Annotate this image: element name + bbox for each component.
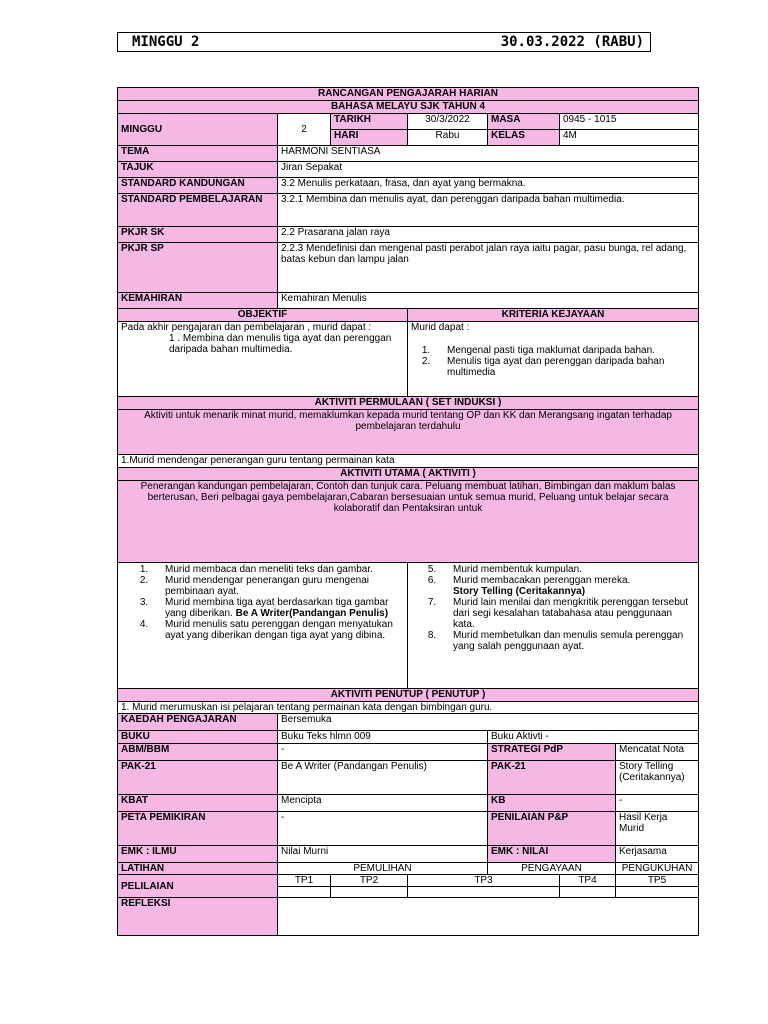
subject-title: BAHASA MELAYU SJK TAHUN 4: [118, 101, 699, 114]
pak21-value-2: Story Telling (Ceritakannya): [616, 761, 699, 795]
strategi-label: STRATEGI PdP: [488, 744, 616, 761]
objektif-item: 1 . Membina dan menulis tiga ayat dan perenggan daripada bahan multimedia.: [169, 333, 392, 355]
utama-header: AKTIVITI UTAMA ( AKTIVITI ): [118, 468, 699, 481]
permulaan-step: 1.Murid mendengar penerangan guru tentang permainan kata: [118, 455, 699, 468]
kemahiran-label: KEMAHIRAN: [118, 293, 278, 309]
kbat-label: KBAT: [118, 795, 278, 812]
tajuk-label: TAJUK: [118, 162, 278, 178]
tajuk-value: Jiran Sepakat: [278, 162, 699, 178]
pkjr-sk-value: 2.2 Prasarana jalan raya: [278, 227, 699, 243]
sp-value: 3.2.1 Membina dan menulis ayat, dan perenggan daripada bahan multimedia.: [278, 194, 699, 227]
sp-label: STANDARD PEMBELAJARAN: [118, 194, 278, 227]
abm-value: -: [278, 744, 488, 761]
pelilaian-label: PELILAIAN: [118, 875, 278, 898]
abm-label: ABM/BBM: [118, 744, 278, 761]
step-item: 3. Murid membina tiga ayat berdasarkan tiga gambar yang diberikan. Be A Writer(Pandangan Penulis): [151, 597, 404, 619]
tema-value: HARMONI SENTIASA: [278, 146, 699, 162]
pak21-label: PAK-21: [118, 761, 278, 795]
penilaian-label: PENILAIAN P&P: [488, 812, 616, 846]
pengukuhan-label: PENGUKUHAN: [616, 863, 699, 875]
pengayaan-label: PENGAYAAN: [488, 863, 616, 875]
refleksi-value: [278, 898, 699, 936]
kb-value: -: [616, 795, 699, 812]
date-label: 30.03.2022 (RABU): [500, 34, 644, 50]
be-a-writer-strategy: Be A Writer(Pandangan Penulis): [235, 608, 389, 619]
kriteria-item: 2. Menulis tiga ayat dan perenggan daripada bahan multimedia: [433, 356, 695, 378]
permulaan-header: AKTIVITI PERMULAAN ( SET INDUKSI ): [118, 397, 699, 410]
tp-cell: TP2: [331, 875, 408, 887]
kaedah-label: KAEDAH PENGAJARAN: [118, 714, 278, 731]
buku-teks: Buku Teks hlmn 009: [278, 731, 488, 744]
step-item: 6. Murid membacakan perenggan mereka. Story Telling (Ceritakannya): [439, 575, 695, 597]
step-item: 7. Murid lain menilai dan mengkritik perenggan tersebut dari segi kesalahan tatabahasa atau penggunaan kata.: [439, 597, 695, 630]
penilaian-value: Hasil Kerja Murid: [616, 812, 699, 846]
story-telling-strategy: Story Telling (Ceritakannya): [453, 586, 586, 597]
utama-left-steps: [118, 563, 408, 689]
kemahiran-value: Kemahiran Menulis: [278, 293, 699, 309]
peta-label: PETA PEMIKIRAN: [118, 812, 278, 846]
kelas-value: 4M: [560, 130, 699, 146]
kaedah-value: Bersemuka: [278, 714, 699, 731]
week-date-header: [117, 32, 651, 52]
step-item: 8. Murid membetulkan dan menulis semula perenggan yang salah penggunaan ayat.: [439, 630, 695, 652]
refleksi-label: REFLEKSI: [118, 898, 278, 936]
kriteria-item: 1. Mengenal pasti tiga maklumat daripada bahan.: [433, 345, 695, 356]
strategi-value: Mencatat Nota: [616, 744, 699, 761]
buku-label: BUKU: [118, 731, 278, 744]
kriteria-header: KRITERIA KEJAYAAN: [408, 309, 699, 322]
objektif-body: [118, 322, 408, 397]
masa-value: 0945 - 1015: [560, 114, 699, 130]
step-item: 4. Murid menulis satu perenggan dengan menyatukan ayat yang diberikan dengan tiga ayat yang dibina.: [151, 619, 404, 641]
tema-label: TEMA: [118, 146, 278, 162]
tp-mark: [408, 887, 560, 898]
tp-mark: [560, 887, 616, 898]
penutup-step: 1. Murid merumuskan isi pelajaran tentang permainan kata dengan bimbingan guru.: [118, 702, 699, 714]
pak21-label-2: PAK-21: [488, 761, 616, 795]
pak21-value: Be A Writer (Pandangan Penulis): [278, 761, 488, 795]
penutup-header: AKTIVITI PENUTUP ( PENUTUP ): [118, 689, 699, 702]
sk-value: 3.2 Menulis perkataan, frasa, dan ayat yang bermakna.: [278, 178, 699, 194]
buku-aktiviti: Buku Aktivti -: [488, 731, 699, 744]
lesson-plan-table: [117, 87, 699, 936]
tp-mark: [616, 887, 699, 898]
pemulihan-label: PEMULIHAN: [278, 863, 488, 875]
kriteria-body: [408, 322, 699, 397]
emk-ilmu-label: EMK : ILMU: [118, 846, 278, 863]
tp-cell: TP1: [278, 875, 331, 887]
tarikh-value: 30/3/2022: [408, 114, 488, 130]
pkjr-sp-label: PKJR SP: [118, 243, 278, 293]
hari-value: Rabu: [408, 130, 488, 146]
kelas-label: KELAS: [488, 130, 560, 146]
tp-cell: TP5: [616, 875, 699, 887]
kb-label: KB: [488, 795, 616, 812]
emk-nilai-label: EMK : NILAI: [488, 846, 616, 863]
pkjr-sp-value: 2.2.3 Mendefinisi dan mengenal pasti perabot jalan raya iaitu pagar, pasu bunga, rel adang, batas kebun dan lampu jalan: [278, 243, 699, 293]
tp-mark: [331, 887, 408, 898]
kbat-value: Mencipta: [278, 795, 488, 812]
masa-label: MASA: [488, 114, 560, 130]
step-item: 1. Murid membaca dan meneliti teks dan gambar.: [151, 564, 404, 575]
objektif-header: OBJEKTIF: [118, 309, 408, 322]
utama-desc: Penerangan kandungan pembelajaran, Contoh dan tunjuk cara. Peluang membuat latihan, Bimbingan dan maklum balas berterusan, Beri pelbagai gaya pembelajaran,Cabaran bersesuaian untuk semua murid, Peluang untuk belajar secara kolaboratif dan Pentaksiran untuk: [118, 481, 699, 563]
tp-cell: TP3: [408, 875, 560, 887]
tp-mark: [278, 887, 331, 898]
week-label: MINGGU 2: [132, 34, 200, 50]
peta-value: -: [278, 812, 488, 846]
hari-label: HARI: [331, 130, 408, 146]
plan-title: RANCANGAN PENGAJARAH HARIAN: [118, 88, 699, 101]
objektif-intro: Pada akhir pengajaran dan pembelajaran , murid dapat :: [121, 322, 372, 333]
sk-label: STANDARD KANDUNGAN: [118, 178, 278, 194]
kriteria-intro: Murid dapat :: [411, 322, 470, 333]
tp-cell: TP4: [560, 875, 616, 887]
emk-ilmu-value: Nilai Murni: [278, 846, 488, 863]
tarikh-label: TARIKH: [331, 114, 408, 130]
step-item: 5. Murid membentuk kumpulan.: [439, 564, 695, 575]
latihan-label: LATIHAN: [118, 863, 278, 875]
step-item: 2. Murid mendengar penerangan guru mengenai pembinaan ayat.: [151, 575, 404, 597]
permulaan-desc: Aktiviti untuk menarik minat murid, memaklumkan kepada murid tentang OP dan KK dan Merangsang ingatan terhadap pembelajaran terdahulu: [118, 410, 699, 455]
emk-nilai-value: Kerjasama: [616, 846, 699, 863]
utama-right-steps: [408, 563, 699, 689]
pkjr-sk-label: PKJR SK: [118, 227, 278, 243]
minggu-label: MINGGU: [118, 114, 278, 146]
minggu-value: 2: [278, 114, 331, 146]
